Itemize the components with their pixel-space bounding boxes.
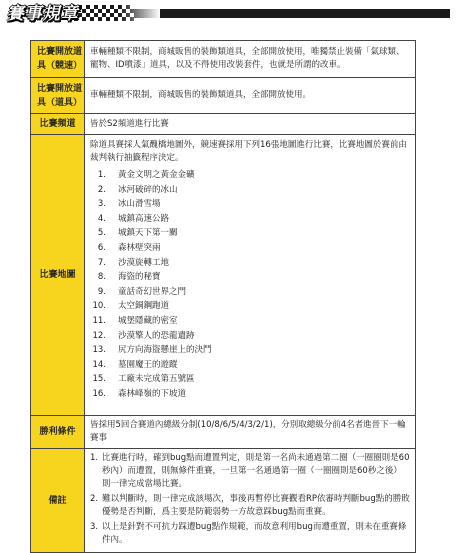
list-item — [90, 256, 410, 271]
list-item — [90, 168, 410, 183]
list-item — [90, 241, 410, 256]
rules-table — [30, 40, 416, 553]
rule-label: 比賽地圖 — [31, 135, 85, 416]
rule-text: 皆於S2頻道進行比賽 — [85, 114, 416, 135]
item-number: 16. — [92, 388, 106, 399]
list-item — [90, 212, 410, 227]
checker-fade — [120, 3, 160, 23]
map-name: 城鎮天下第一關 — [118, 228, 178, 239]
rule-row-items-speed — [31, 41, 416, 78]
list-item — [90, 372, 410, 387]
rule-label: 比賽開放道具（競速） — [31, 41, 85, 78]
page-title: 賽事規章 — [5, 4, 83, 24]
item-number: 8. — [97, 272, 106, 283]
list-item — [90, 358, 410, 373]
item-number: 2. — [97, 184, 106, 195]
map-name: 森林壁突兩 — [118, 242, 161, 253]
rule-text: 車輛種類不限制，商城販售的裝飾類道具，全部開放使用，唯獨禁止裝備「氣球類、寵物、ID噴漆」道具，以及不得使用改裝套件，也就是所謂的改車。 — [85, 41, 416, 78]
item-number: 14. — [92, 359, 106, 370]
map-name: 沙漠擎人的恐龍遺跡 — [118, 330, 195, 341]
note-text: 以上是針對不可抗力踩遭bug點作規範，而故意利用bug而遭重置，則未在重賽條件內。 — [102, 522, 407, 545]
list-item — [90, 314, 410, 329]
rule-label: 備註 — [31, 449, 85, 553]
item-number: 9. — [97, 286, 106, 297]
list-item — [90, 183, 410, 198]
rule-text: 皆採用5回合賽道內總級分制(10/8/6/5/4/3/2/1)，分別取總級分前4名者進晉下一輪賽事 — [85, 416, 416, 449]
map-name: 森林峰嶺的下坡道 — [118, 388, 187, 399]
list-item — [90, 299, 410, 314]
item-number: 11. — [92, 315, 106, 326]
rule-label: 勝利條件 — [31, 416, 85, 449]
map-name: 城堡隱藏的密室 — [118, 315, 178, 326]
map-name: 墓園魔王的遊蹤 — [118, 359, 178, 370]
map-name: 冰河破碎的冰山 — [118, 184, 178, 195]
item-number: 13. — [92, 345, 106, 356]
map-name: 童話奇幻世界之門 — [118, 286, 187, 297]
list-item — [90, 521, 410, 547]
map-name: 工廠未完成第五號區 — [118, 374, 195, 385]
item-number: 5. — [97, 228, 106, 239]
item-number: 3. — [97, 199, 106, 210]
list-item — [90, 197, 410, 212]
rule-row-notes — [31, 449, 416, 553]
map-name: 海盜的秘寶 — [118, 272, 161, 283]
map-name: 尻方向海盜懸崖上的決鬥 — [118, 345, 212, 356]
maps-cell — [85, 135, 416, 416]
list-item — [90, 343, 410, 358]
list-item — [90, 493, 410, 519]
item-number: 15. — [92, 374, 106, 385]
item-number: 12. — [92, 330, 106, 341]
list-item — [90, 270, 410, 285]
map-name: 黃金文明之黃金金礦 — [118, 170, 195, 180]
rule-row-channel — [31, 114, 416, 135]
note-text: 比賽進行時，確到bug點而遭置判定，則是第一名尚未通過第二圈（一圈圈則是60秒內）而遭置，則無條件重賽，一旦第一名通過第一圈（一圈圈則是60秒之後）則一律完成當場比賽。 — [102, 453, 410, 489]
rule-label: 比賽頻道 — [31, 114, 85, 135]
maps-intro: 除道具賽採人氣醜橋地圖外，競速賽採用下列16張地圖進行比賽，比賽地圖於賽前由裁判執行抽籤程序決定。 — [90, 140, 407, 163]
rule-label: 比賽開放道具（道具） — [31, 78, 85, 114]
item-number: 7. — [97, 257, 106, 268]
list-item — [90, 329, 410, 344]
list-item — [90, 226, 410, 241]
item-number: 1. — [97, 170, 106, 180]
page-header — [0, 0, 456, 30]
list-item — [90, 285, 410, 300]
rule-row-items-item — [31, 78, 416, 114]
item-number: 3. — [90, 522, 99, 532]
notes-cell — [85, 449, 416, 553]
item-number: 2. — [90, 494, 99, 504]
note-list — [90, 452, 410, 547]
item-number: 1. — [90, 453, 99, 463]
map-name: 太空銅鋼跑道 — [118, 301, 170, 312]
item-number: 4. — [97, 213, 106, 224]
list-item — [90, 387, 410, 402]
map-name: 沙漠旋轉工地 — [118, 257, 170, 268]
map-name: 城鎮高速公路 — [118, 213, 170, 224]
rule-row-win — [31, 416, 416, 449]
map-list — [90, 168, 410, 402]
item-number: 10. — [92, 301, 106, 312]
rule-text: 車輛種類不限制，商城販售的裝飾類道具，全部開放使用。 — [85, 78, 416, 114]
map-name: 冰山滑雪場 — [118, 199, 161, 210]
note-text: 難以判斷時，則一律完成該場次，事後再暫停比賽觀看RP依審時判斷bug點的勝敗優勢是否判斷，爲主要是防範弱勢一方故意踩bug點而重賽。 — [102, 494, 410, 517]
rule-row-maps — [31, 135, 416, 416]
item-number: 6. — [97, 242, 106, 253]
list-item — [90, 452, 410, 491]
